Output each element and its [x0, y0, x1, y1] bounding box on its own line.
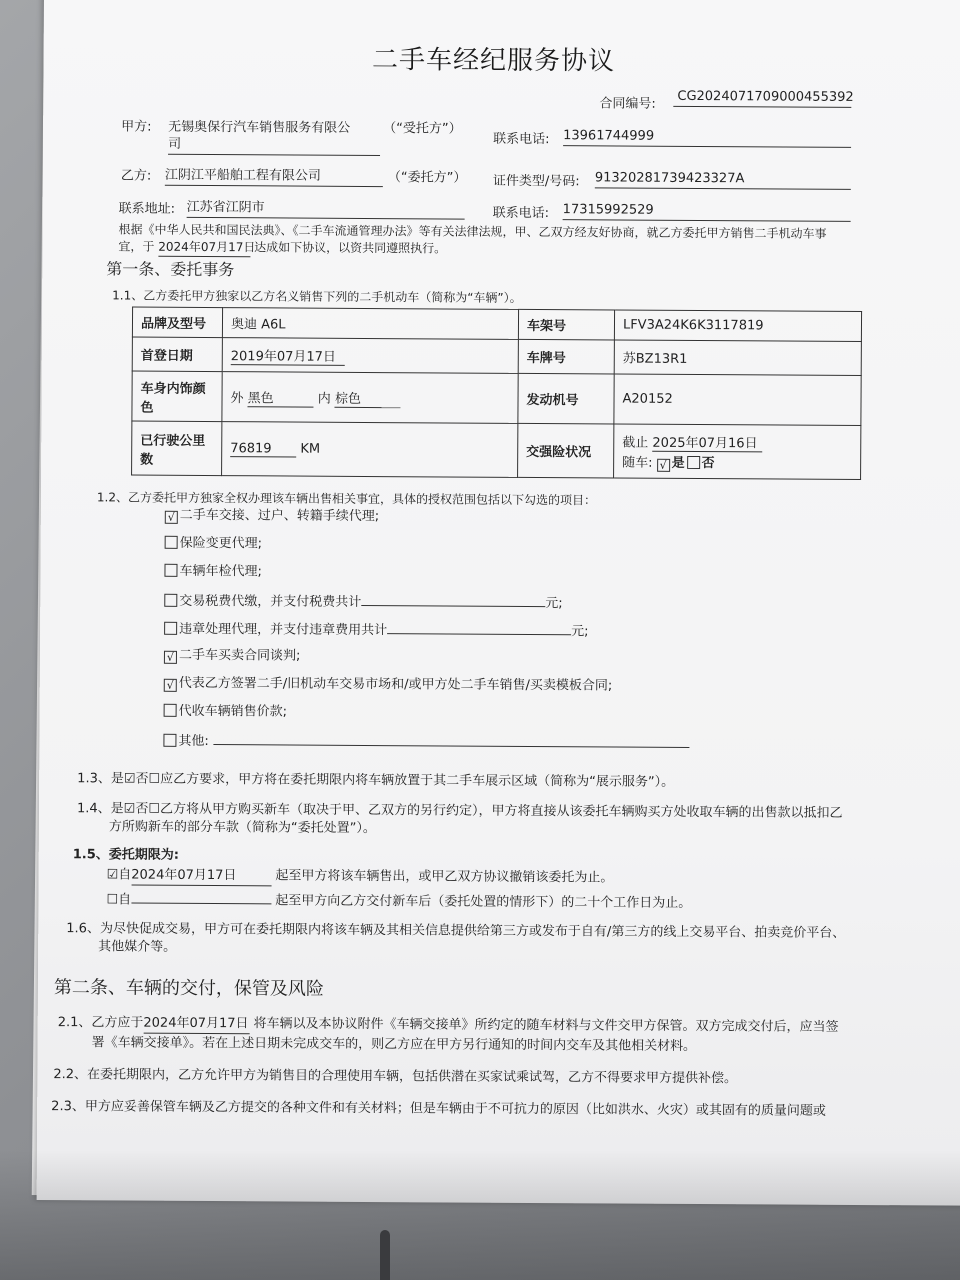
option-item: √ 二手车买卖合同谈判;: [164, 647, 300, 666]
insurance-label: 交强险状况: [518, 423, 614, 478]
party-a-phone: 13961744999: [563, 127, 851, 148]
reg-date-label: 首登日期: [132, 337, 222, 372]
option-item: 交易税费代缴，并支付税费共计 元;: [164, 591, 563, 613]
photo-shadow: [0, 1150, 960, 1280]
option-checkbox: [164, 564, 177, 577]
mileage-value: 76819 KM: [222, 422, 518, 478]
color-label: 车身内饰颜色: [132, 371, 222, 422]
party-b-id-label: 证件类型/号码:: [492, 173, 580, 190]
party-b-name: 江阴江平船舶工程有限公司: [165, 167, 383, 187]
intro-line-2: 宜，于 2024年07月17日 达成如下协议，以资共同遵照执行。: [118, 239, 447, 256]
clause-1-6-cont: 其他媒介等。: [98, 939, 177, 955]
brand-value: 奥迪 A6L: [222, 308, 518, 340]
option-checkbox: [165, 536, 178, 549]
insurance-value: 截止 2025年07月16日 随车: √ 是 否: [614, 424, 861, 480]
address-value: 江苏省江阴市: [187, 199, 465, 220]
option-checkbox: [164, 704, 177, 717]
party-a-label: 甲方:: [121, 119, 152, 135]
vin-label: 车架号: [518, 309, 614, 340]
clause-1-3: 1.3、是☑否☐应乙方要求，甲方将在委托期限内将车辆放置于其二手车展示区域（简称为“展示服务”）。: [77, 771, 675, 790]
option-item: √ 代表乙方签署二手/旧机动车交易市场和/或甲方处二手车销售/买卖模板合同;: [164, 675, 613, 696]
article-1-title: 第一条、委托事务: [106, 259, 235, 280]
clause-1-1: 1.1、乙方委托甲方独家以乙方名义销售下列的二手机动车（简称为“车辆”）。: [112, 288, 522, 305]
option-item: 车辆年检代理;: [164, 563, 261, 582]
term-option-2: ☐自 起至甲方向乙方交付新车后（委托处置的情形下）的二十个工作日为止。: [106, 888, 691, 913]
party-b-role: （“委托方”）: [387, 170, 467, 186]
party-a-name-cont: 司: [168, 136, 380, 156]
party-b-id: 91320281739423327A: [595, 169, 851, 190]
option-item: √ 二手车交接、过户、转籍手续代理;: [165, 507, 379, 526]
option-checkbox: √: [165, 511, 178, 524]
clause-2-3: 2.3、甲方应妥善保管车辆及乙方提交的各种文件和有关材料；但是车辆由于不可抗力的原因（比如洪水、火灾）或其固有的质量问题或: [51, 1099, 826, 1119]
contract-no-label: 合同编号:: [599, 96, 656, 112]
cable: [380, 1230, 390, 1280]
vin-value: LFV3A24K6K3117819: [614, 310, 861, 342]
option-item: 代收车辆销售价款;: [164, 703, 287, 722]
address-label: 联系地址:: [118, 201, 176, 217]
clause-2-2: 2.2、在委托期限内，乙方允许甲方为销售目的合理使用车辆，包括供潜在买家试乘试驾，乙方不得要求甲方提供补偿。: [53, 1067, 738, 1087]
option-checkbox: [164, 622, 177, 635]
clause-2-1: 2.1、乙方应于2024年07月17日 将车辆以及本协议附件《车辆交接单》所约定的随车材料与文件交甲方保管。双方完成交付后，应当签: [57, 1015, 839, 1035]
clause-1-2: 1.2、乙方委托甲方独家全权办理该车辆出售相关事宜，具体的授权范围包括以下勾选的项目：: [96, 490, 597, 508]
page-title: 二手车经纪服务协议: [371, 45, 616, 77]
party-a-role: （“受托方”）: [383, 121, 462, 137]
brand-label: 品牌及型号: [132, 307, 222, 338]
party-a-name: 无锡奥保行汽车销售服务有限公: [168, 119, 351, 136]
party-b-phone-label: 联系电话:: [492, 205, 550, 222]
party-a-phone-label: 联系电话:: [493, 131, 550, 148]
intro-line-1: 根据《中华人民共和国民法典》、《二手车流通管理办法》等有关法律法规，甲、乙双方经友好协商，就乙方委托甲方销售二手机动车事: [118, 222, 827, 241]
mileage-label: 已行驶公里数: [132, 421, 222, 476]
plate-label: 车牌号: [518, 339, 614, 374]
plate-value: 苏BZ13R1: [614, 340, 861, 376]
engine-label: 发动机号: [518, 373, 614, 424]
insurance-no-checkbox: [687, 455, 700, 468]
party-b-label: 乙方:: [120, 168, 152, 184]
reg-date-value: 2019年07月17日: [222, 338, 518, 374]
party-b-phone: 17315992529: [563, 201, 851, 222]
option-item: 保险变更代理;: [165, 535, 262, 554]
color-value: 外 黑色 内 棕色: [222, 372, 518, 424]
option-checkbox: [163, 734, 176, 747]
clause-1-4: 1.4、是☑否☐乙方将从甲方购买新车（取决于甲、乙双方的另行约定），甲方将直接从该委托车辆购买方处收取车辆的出售款以抵扣乙: [76, 801, 843, 821]
contract-page: [37, 0, 960, 1206]
insurance-yes-checkbox: √: [657, 458, 670, 471]
option-item: 违章处理代理，并支付违章费用共计 元;: [164, 619, 589, 642]
option-checkbox: [164, 594, 177, 607]
clause-1-6: 1.6、为尽快促成交易，甲方可在委托期限内将该车辆及其相关信息提供给第三方或发布于自有/第三方的线上交易平台、拍卖竞价平台、: [66, 921, 846, 941]
option-item: 其他:: [163, 731, 689, 754]
option-checkbox: √: [164, 651, 177, 664]
contract-no: CG2024071709000455392: [673, 88, 851, 108]
clause-2-1-cont: 署《车辆交接单》。若在上述日期未完成交车的，则乙方应在甲方另行通知的时间内交车及其他相关材料。: [91, 1035, 697, 1055]
option-checkbox: √: [164, 679, 177, 692]
engine-value: A20152: [614, 374, 861, 426]
term-option-1: ☑自2024年07月17日 起至甲方将该车辆售出，或甲乙双方协议撤销该委托为止。: [106, 867, 614, 886]
clause-1-4-cont: 方所购新车的部分车款（简称为“委托处置”）。: [108, 819, 376, 837]
article-2-title: 第二条、车辆的交付，保管及风险: [53, 977, 324, 1000]
vehicle-table: [131, 307, 862, 480]
clause-1-5: 1.5、委托期限为:: [72, 847, 180, 863]
